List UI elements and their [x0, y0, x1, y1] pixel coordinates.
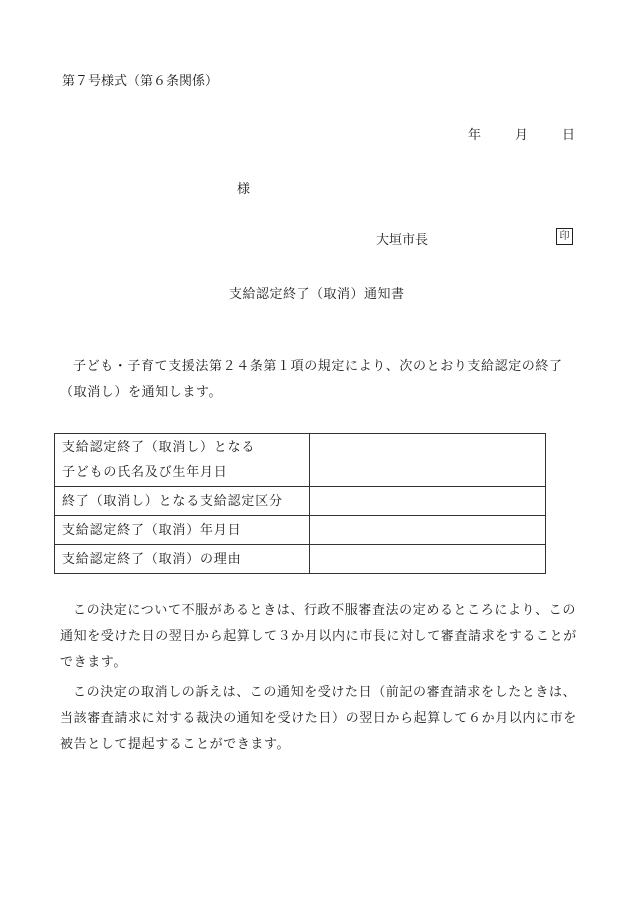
table-label-cell: 支給認定終了（取消）の理由	[55, 545, 310, 574]
table-row	[55, 545, 546, 574]
intro-paragraph: 子ども・子育て支援法第２４条第１項の規定により、次のとおり支給認定の終了（取消し）を通知します。	[60, 359, 563, 400]
termination-reason-cell[interactable]	[309, 545, 546, 574]
table-label-cell: 支給認定終了（取消）年月日	[55, 516, 310, 545]
issuer-line	[376, 229, 576, 249]
issuer-name: 大垣市長	[376, 233, 429, 248]
document-title: 支給認定終了（取消）通知書	[229, 287, 405, 302]
addressee-honorific: 様	[237, 182, 251, 197]
child-name-birthdate-cell[interactable]	[309, 434, 546, 487]
objection-paragraph: この決定について不服があるときは、行政不服審査法の定めるところにより、この通知を受けた日の翌日から起算して３か月以内に市長に対して審査請求をすることができます。	[60, 603, 577, 670]
date-year: 年	[468, 128, 482, 143]
date-month: 月	[515, 128, 529, 143]
seal-icon: 印	[556, 228, 573, 245]
table-label-cell: 終了（取消し）となる支給認定区分	[55, 487, 310, 516]
termination-date-cell[interactable]	[309, 516, 546, 545]
date-line	[468, 124, 575, 143]
lawsuit-paragraph: この決定の取消しの訴えは、この通知を受けた日（前記の審査請求をしたときは、当該審査請求に対する裁決の通知を受けた日）の翌日から起算して６か月以内に市を被告として提起することができます。	[60, 685, 577, 752]
notice-table	[54, 433, 546, 574]
label-line: 子どもの氏名及び生年月日	[62, 465, 228, 480]
table-row	[55, 487, 546, 516]
form-number: 第７号様式（第６条関係）	[62, 74, 219, 89]
table-row	[55, 434, 546, 487]
label-line: 支給認定終了（取消し）となる	[62, 440, 256, 455]
certification-category-cell[interactable]	[309, 487, 546, 516]
date-day: 日	[562, 128, 576, 143]
table-row	[55, 516, 546, 545]
table-label-cell	[55, 434, 310, 487]
